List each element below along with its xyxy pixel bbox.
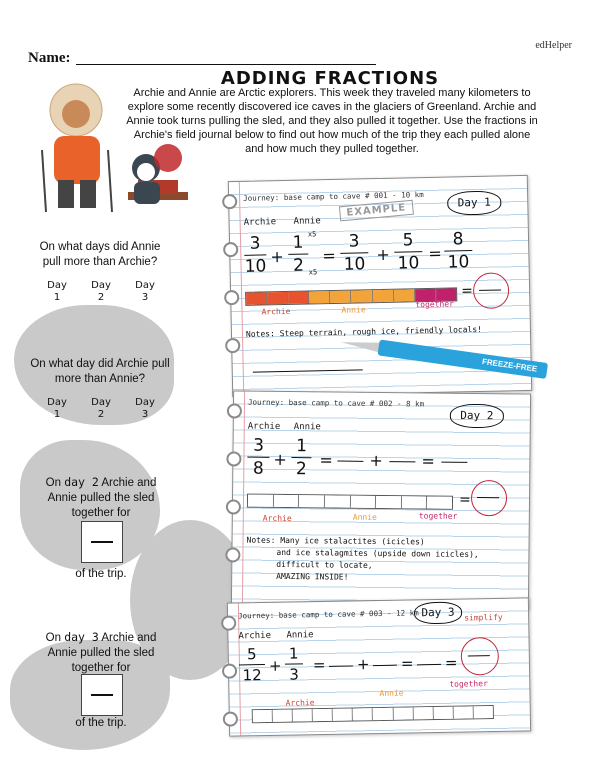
bar-cell[interactable] bbox=[253, 710, 273, 722]
bar-cell[interactable] bbox=[413, 707, 433, 719]
day1-label: Day 1 bbox=[447, 190, 501, 215]
fraction-bar-day3 bbox=[252, 705, 494, 723]
annie-bar-label: Annie bbox=[341, 305, 366, 315]
bar-cell[interactable] bbox=[299, 495, 325, 507]
bar-cell[interactable] bbox=[474, 706, 493, 718]
answer-blank[interactable] bbox=[441, 462, 467, 463]
simplify-label: simplify bbox=[464, 612, 503, 623]
annie-label: Annie bbox=[286, 630, 314, 641]
of-the-trip-label: of the trip. bbox=[75, 717, 127, 729]
plus-sign: + bbox=[270, 247, 284, 267]
bar-cell[interactable] bbox=[373, 290, 394, 302]
explorer-illustration bbox=[28, 80, 208, 220]
journey-day3: Journey: base camp to cave # 003 - 12 km bbox=[238, 608, 419, 621]
bar-cell[interactable] bbox=[393, 707, 413, 719]
together-bar-label: together bbox=[418, 511, 458, 521]
day-choice[interactable]: Day 2 bbox=[91, 280, 111, 303]
bar-cell[interactable] bbox=[352, 290, 373, 302]
fraction-archie: 3 8 bbox=[247, 436, 269, 479]
name-line[interactable] bbox=[76, 64, 376, 65]
scale-factor: x5 bbox=[308, 268, 318, 277]
journal-page-day2: Journey: base camp to cave # 002 - 8 km Day 2 Archie Annie 3 8 + 1 2 = + = = Archie Annie together Notes: Many ice stalactites (icicles) and ice stalagmites (upside down icicles), difficult to locate, AMAZING INSIDE! bbox=[231, 390, 531, 609]
fraction-archie-converted: 3 10 bbox=[340, 231, 369, 275]
archie-label: Archie bbox=[243, 217, 277, 228]
bar-cell[interactable] bbox=[376, 496, 402, 508]
annie-bar-label: Annie bbox=[379, 688, 404, 698]
bar-cell[interactable] bbox=[248, 495, 274, 507]
bar-cell[interactable] bbox=[313, 709, 333, 721]
bar-cell[interactable] bbox=[274, 495, 300, 507]
pen-line bbox=[253, 369, 363, 372]
page-title: ADDING FRACTIONS bbox=[220, 68, 440, 89]
scale-factor: x5 bbox=[307, 230, 317, 239]
day-choice[interactable]: Day 1 bbox=[47, 280, 67, 303]
day-choices-q1 bbox=[44, 280, 158, 304]
bar-cell[interactable] bbox=[373, 708, 393, 720]
intro-text: Archie and Annie are Arctic explorers. This week they traveled many kilometers to explore some recently discovered ice caves in the glaciers of Greenland. Archie and Annie took turns pulling the sled, and they also pulled it together. Use the fractions in Archie's field journal below to find out how much of the trip they each pulled alone and how much they pulled together. bbox=[126, 87, 538, 155]
fraction-annie: 1 2 bbox=[291, 436, 311, 479]
together-bar-label: together bbox=[415, 299, 455, 310]
question-day2-together: On day 2 Archie and Annie pulled the sled together for bbox=[45, 475, 157, 519]
notes-day2-line: AMAZING INSIDE! bbox=[276, 571, 349, 582]
annie-bar-label: Annie bbox=[352, 512, 377, 522]
answer-box-day2[interactable] bbox=[81, 521, 123, 563]
bar-cell[interactable] bbox=[350, 496, 376, 508]
day2-label: Day 2 bbox=[450, 404, 504, 429]
bar-cell[interactable] bbox=[433, 707, 453, 719]
pen-icon: FREEZE-FREE bbox=[340, 334, 540, 378]
journal-page-day3: Journey: base camp to cave # 003 - 12 km Day 3 simplify Archie Annie 5 12 + 1 3 = + = = together Archie Annie bbox=[227, 597, 531, 736]
fraction-archie: 3 10 bbox=[244, 233, 267, 277]
archie-bar-label: Archie bbox=[285, 698, 315, 708]
notes-day2-line: Notes: Many ice stalactites (icicles) bbox=[246, 535, 425, 547]
journal-page-day1: Journey: base camp to cave # 001 - 10 km Day 1 EXAMPLE Archie Annie 3 10 + 1 2 x5 x5 = 3 10 + 5 10 = 8 10 = Archie Annie together Notes: Steep terrain, rough ice, friendly locals! bbox=[228, 175, 532, 397]
bar-cell[interactable] bbox=[293, 709, 313, 721]
bar-cell[interactable] bbox=[273, 710, 293, 722]
bar-cell[interactable] bbox=[353, 708, 373, 720]
archie-bar-label: Archie bbox=[262, 513, 292, 524]
annie-label: Annie bbox=[293, 422, 321, 433]
fraction-archie: 5 12 bbox=[239, 645, 266, 684]
archie-label: Archie bbox=[247, 421, 281, 432]
notes-day2-line: difficult to locate, bbox=[276, 559, 373, 570]
archie-bar-label: Archie bbox=[261, 306, 291, 317]
bar-cell[interactable] bbox=[427, 496, 452, 508]
fraction-bar-day2 bbox=[247, 494, 453, 510]
answer-blank[interactable] bbox=[373, 665, 397, 666]
bar-cell[interactable] bbox=[325, 495, 351, 507]
answer-blank[interactable] bbox=[389, 461, 415, 462]
bar-cell[interactable] bbox=[330, 291, 351, 303]
bar-cell[interactable] bbox=[309, 291, 330, 303]
bar-cell[interactable] bbox=[453, 706, 473, 718]
notes-day2-line: and ice stalagmites (upside down icicles), bbox=[276, 547, 479, 560]
bar-cell[interactable] bbox=[402, 496, 428, 508]
question-annie-more: On what days did Annie pull more than Archie? bbox=[39, 241, 161, 268]
answer-blank[interactable] bbox=[329, 665, 353, 666]
day-choice[interactable]: Day 3 bbox=[135, 397, 155, 420]
fraction-annie-converted: 5 10 bbox=[394, 230, 423, 274]
fraction-annie: 1 3 bbox=[285, 644, 304, 683]
answer-blank[interactable] bbox=[337, 461, 363, 462]
example-stamp: EXAMPLE bbox=[339, 200, 414, 222]
bar-cell[interactable] bbox=[246, 292, 267, 304]
bar-cell[interactable] bbox=[267, 292, 288, 304]
fraction-annie: 1 2 bbox=[288, 232, 309, 275]
notes-day1: Notes: Steep terrain, rough ice, friendly locals! bbox=[245, 324, 483, 339]
answer-box-day3[interactable] bbox=[81, 674, 123, 716]
day-choice[interactable]: Day 2 bbox=[91, 397, 111, 420]
annie-label: Annie bbox=[293, 216, 321, 227]
fraction-total: 8 10 bbox=[444, 229, 473, 273]
day-choices-q2 bbox=[44, 397, 158, 421]
question-archie-more: On what day did Archie pull more than Annie? bbox=[30, 358, 170, 385]
archie-label: Archie bbox=[238, 630, 272, 642]
day-choice[interactable]: Day 1 bbox=[47, 397, 67, 420]
journey-day2: Journey: base camp to cave # 002 - 8 km bbox=[247, 397, 425, 409]
explorer-icon bbox=[42, 84, 112, 212]
question-day3-together: On day 3 Archie and Annie pulled the sled together for bbox=[45, 630, 157, 674]
bar-cell[interactable] bbox=[333, 708, 353, 720]
day-choice[interactable]: Day 3 bbox=[135, 280, 155, 303]
journey-day1: Journey: base camp to cave # 001 - 10 km bbox=[243, 190, 424, 203]
brand-name: edHelper bbox=[535, 40, 572, 51]
bar-cell[interactable] bbox=[394, 289, 415, 301]
day3-label: Day 3 bbox=[414, 602, 462, 625]
of-the-trip-label: of the trip. bbox=[75, 568, 127, 580]
name-label: Name: bbox=[28, 50, 71, 66]
answer-blank[interactable] bbox=[417, 664, 441, 665]
bar-cell[interactable] bbox=[288, 291, 309, 303]
together-bar-label: together bbox=[449, 679, 488, 689]
